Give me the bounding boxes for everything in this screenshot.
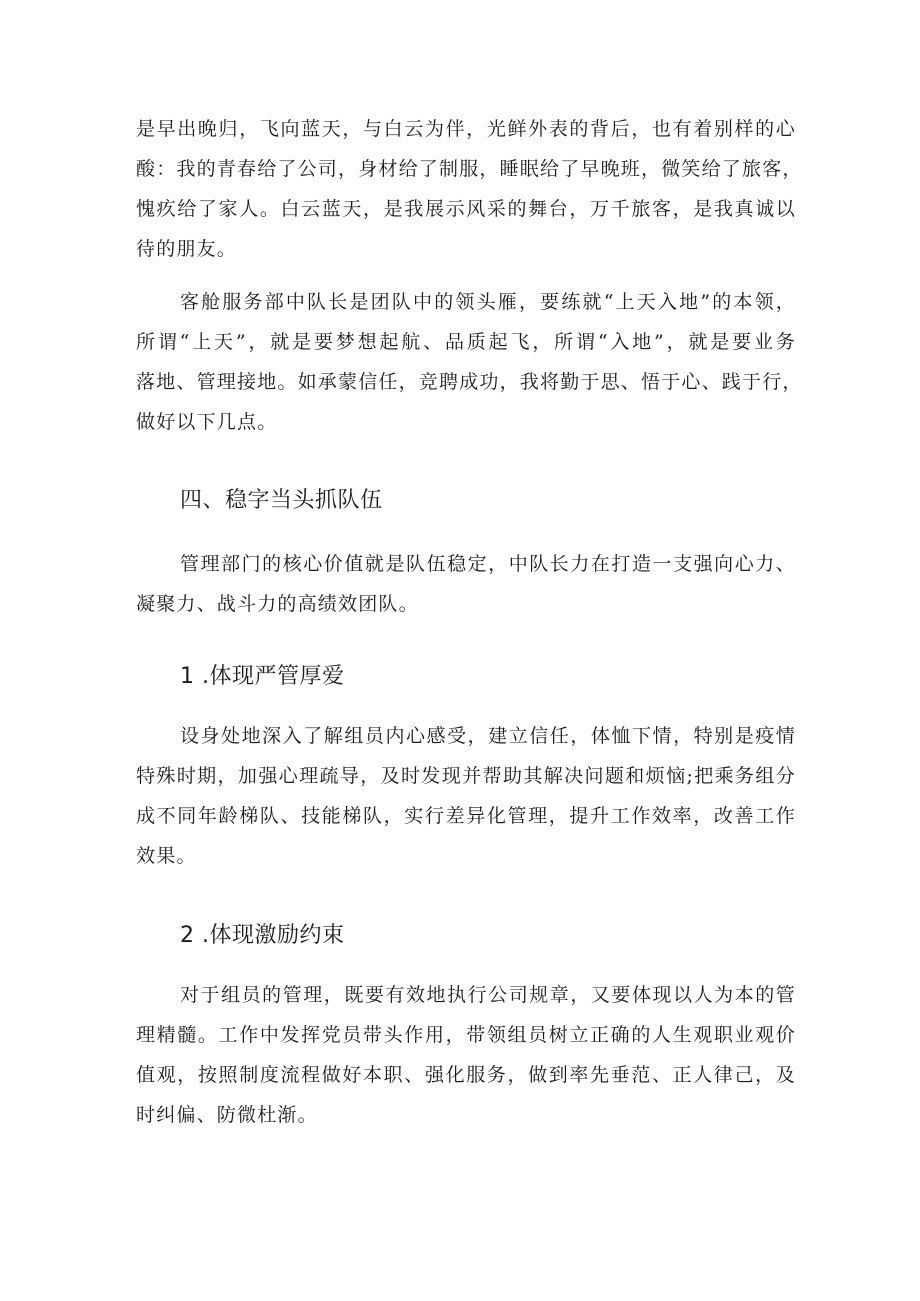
paragraph-line: 客舱服务部中队长是团队中的领头雁，要练就“上天入地”的本领， <box>180 291 796 313</box>
paragraph-line: 凝聚力、战斗力的高绩效团队。 <box>136 593 419 615</box>
paragraph-line: 是早出晚归，飞向蓝天，与白云为伴，光鲜外表的背后，也有着别样的心 <box>136 118 796 140</box>
paragraph-line: 效果。 <box>136 845 197 867</box>
paragraph-line: 所谓“上天”，就是要梦想起航、品质起飞，所谓“入地”，就是要业务 <box>136 331 796 353</box>
subsection-heading: 1 .体现严管厚爱 <box>180 664 345 689</box>
paragraph-5 <box>136 975 796 1135</box>
paragraph-1 <box>136 109 803 269</box>
paragraph-line: 对于组员的管理，既要有效地执行公司规章，又要体现以人为本的管 <box>180 984 796 1006</box>
paragraph-line: 成不同年龄梯队、技能梯队，实行差异化管理，提升工作效率，改善工作 <box>136 805 796 827</box>
paragraph-line: 理精髓。工作中发挥党员带头作用，带领组员树立正确的人生观职业观价 <box>136 1024 796 1046</box>
paragraph-3 <box>136 544 796 624</box>
paragraph-line: 特殊时期，加强心理疏导，及时发现并帮助其解决问题和烦恼;把乘务组分 <box>136 765 796 787</box>
paragraph-line: 待的朋友。 <box>136 238 238 260</box>
paragraph-line: 落地、管理接地。如承蒙信任，竞聘成功，我将勤于思、悟于心、践于行， <box>136 371 803 393</box>
paragraph-line: 管理部门的核心价值就是队伍稳定，中队长力在打造一支强向心力、 <box>180 553 796 575</box>
paragraph-line: 愧疚给了家人。白云蓝天，是我展示风采的舞台，万千旅客，是我真诚以 <box>136 198 796 220</box>
paragraph-2 <box>136 282 803 442</box>
paragraph-4 <box>136 716 796 876</box>
section-heading: 四、稳字当头抓队伍 <box>180 488 383 513</box>
paragraph-line: 酸：我的青春给了公司，身材给了制服，睡眠给了早晚班，微笑给了旅客， <box>136 158 803 180</box>
subsection-heading: 2 .体现激励约束 <box>180 923 345 948</box>
paragraph-line: 做好以下几点。 <box>136 411 278 433</box>
paragraph-line: 设身处地深入了解组员内心感受，建立信任，体恤下情，特别是疫情 <box>180 725 796 747</box>
paragraph-line: 时纠偏、防微杜渐。 <box>136 1104 318 1126</box>
paragraph-line: 值观，按照制度流程做好本职、强化服务，做到率先垂范、正人律己，及 <box>136 1064 796 1086</box>
